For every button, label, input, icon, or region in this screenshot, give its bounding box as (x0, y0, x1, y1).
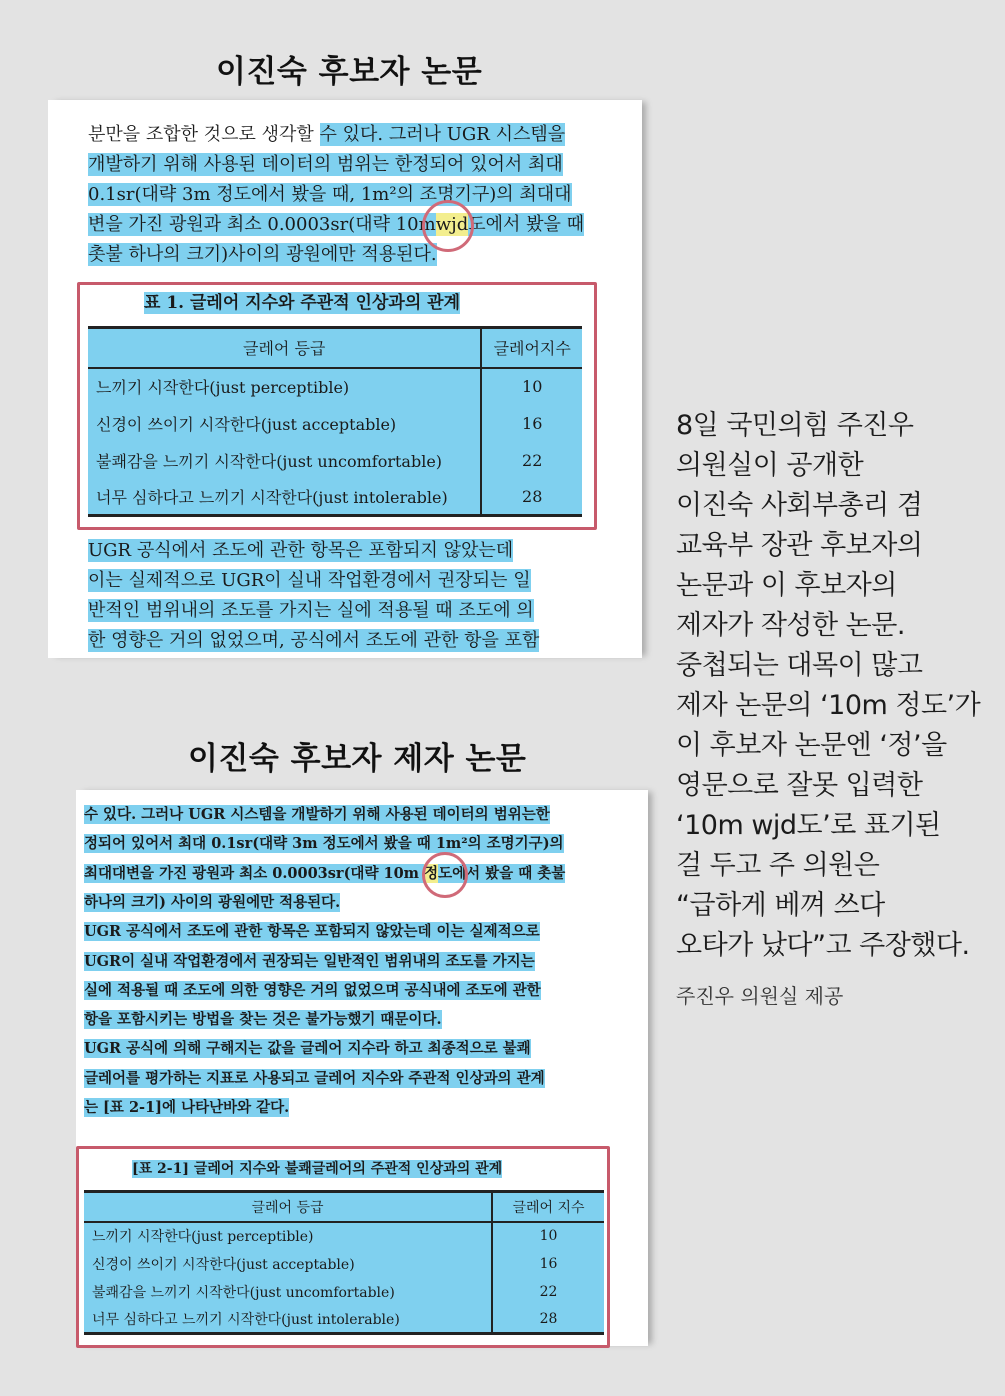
glare-index-cell: 28 (481, 479, 582, 516)
paper-text-segment: 변을 가진 광원과 최소 0.0003sr(대략 10m (88, 214, 436, 235)
paper-text-segment: 한 영향은 거의 없었으며, 공식에서 조도에 관한 항을 포함 (88, 630, 540, 651)
caption-line: “급하게 베껴 쓰다 (676, 890, 885, 921)
paper-text-segment: 최대대변을 가진 광원과 최소 0.0003sr(대략 10m (84, 864, 425, 882)
paper-text-line (84, 864, 566, 882)
paper-text-line (84, 1042, 531, 1057)
paper-text-line (88, 186, 572, 204)
glare-level-cell: 신경이 쓰이기 시작한다(just acceptable) (92, 1256, 355, 1273)
caption-line: 영문으로 잘못 입력한 (676, 770, 923, 801)
paper-text-line (88, 542, 513, 560)
paper-text-line (88, 216, 584, 234)
caption-line: 이 후보자 논문엔 ‘정’을 (676, 730, 947, 761)
typo-circle (422, 852, 468, 898)
table-row (88, 368, 582, 405)
paper-text-line (88, 632, 539, 650)
paper-text-segment: 수 있다. 그러나 UGR 시스템을 (319, 124, 566, 145)
glare-index-cell: 22 (481, 442, 582, 479)
paper-text-line (84, 1013, 442, 1028)
caption-line: 의원실이 공개한 (676, 450, 864, 481)
table-header-cell: 글레어 등급 (84, 1192, 492, 1222)
paper-text-line (84, 1101, 289, 1116)
glare-level-cell: 신경이 쓰이기 시작한다(just acceptable) (96, 414, 397, 434)
paper-text-segment: 분만을 조합한 것으로 생각할 (88, 124, 320, 145)
paper-text-line (88, 602, 534, 620)
caption-line: 이진숙 사회부총리 겸 (676, 490, 923, 521)
bottom-paper-title: 이진숙 후보자 제자 논문 (188, 741, 527, 777)
paper-text-segment: 도에서 봤을 때 촛불 (438, 864, 566, 882)
paper-text-segment: UGR 공식에 의해 구해지는 값을 글레어 지수라 하고 최종적으로 불쾌 (84, 1040, 531, 1058)
paper-text-line (88, 572, 531, 590)
paper-text-line (84, 952, 535, 970)
table-header-row (88, 328, 582, 368)
caption-line: 제자가 작성한 논문. (676, 610, 905, 641)
table-header-cell: 글레어지수 (481, 328, 582, 368)
glare-level-cell: 느끼기 시작한다(just perceptible) (92, 1229, 314, 1245)
paper-text-segment: 0.1sr(대략 3m 정도에서 봤을 때, 1m²의 조명기구)의 최대대 (88, 184, 572, 205)
typo-circle (422, 200, 474, 252)
paper-text-segment: 이는 실제적으로 UGR이 실내 작업환경에서 권장되는 일 (88, 570, 531, 591)
paper-text-segment: 는 [표 2-1]에 나타난바와 같다. (84, 1099, 290, 1116)
paper-text-line (84, 893, 341, 911)
glare-index-cell: 22 (492, 1278, 604, 1306)
paper-text-line (84, 925, 540, 940)
table-row (88, 479, 582, 516)
paper-text-line (88, 156, 563, 174)
paper-text-line (84, 1069, 545, 1087)
table-row (88, 442, 582, 479)
caption-line: 8일 국민의힘 주진우 (676, 410, 914, 441)
paper-text-segment: 하나의 크기) 사이의 광원에만 적용된다. (84, 893, 341, 911)
table-title: 표 1. 글레어 지수와 주관적 인상과의 관계 (144, 293, 461, 313)
table-header-cell: 글레어 지수 (492, 1192, 604, 1222)
table-row (88, 405, 582, 442)
table-row (84, 1278, 604, 1306)
typo-text: wjd (435, 214, 469, 235)
paper-text-segment: 실에 적용될 때 조도에 의한 영향은 거의 없었으며 공식내에 조도에 관한 (84, 981, 541, 999)
paper-text-segment: 촛불 하나의 크기)사이의 광원에만 적용된다. (88, 244, 437, 265)
typo-text: 정 (424, 864, 439, 882)
table-title: [표 2-1] 글레어 지수와 불쾌글레어의 주관적 인상과의 관계 (132, 1161, 503, 1177)
glare-index-cell: 16 (492, 1250, 604, 1278)
caption-line: 제자 논문의 ‘10m 정도’가 (676, 690, 981, 721)
glare-level-cell: 불쾌감을 느끼기 시작한다(just uncomfortable) (96, 451, 443, 471)
paper-text-line (84, 808, 550, 823)
table-header-cell: 글레어 등급 (88, 328, 481, 368)
table-header-row (84, 1192, 604, 1222)
glare-table (84, 1190, 604, 1335)
table-row (84, 1306, 604, 1334)
photo-credit: 주진우 의원실 제공 (676, 984, 844, 1008)
glare-index-cell: 28 (492, 1306, 604, 1334)
paper-text-segment: 도에서 봤을 때 (468, 214, 584, 235)
table-row (84, 1250, 604, 1278)
paper-text-line (84, 837, 564, 852)
glare-level-cell: 느끼기 시작한다(just perceptible) (96, 378, 350, 397)
caption-line: 교육부 장관 후보자의 (676, 530, 923, 561)
paper-text-line (88, 246, 437, 264)
glare-level-cell: 너무 심하다고 느끼기 시작한다(just intolerable) (84, 1306, 492, 1334)
table-row (84, 1222, 604, 1250)
glare-table (88, 326, 582, 517)
glare-index-cell: 10 (481, 368, 582, 405)
paper-text-line (84, 981, 541, 999)
professor-paper-page (48, 100, 642, 658)
glare-index-cell: 10 (492, 1222, 604, 1250)
glare-level-cell: 불쾌감을 느끼기 시작한다(just uncomfortable) (92, 1284, 395, 1301)
caption-line: 중첩되는 대목이 많고 (676, 650, 923, 681)
article-caption (676, 406, 980, 966)
glare-level-cell: 너무 심하다고 느끼기 시작한다(just intolerable) (88, 479, 481, 516)
paper-text-segment: 수 있다. 그러나 UGR 시스템을 개발하기 위해 사용된 데이터의 범위는한 (84, 806, 550, 823)
paper-text-segment: 글레어를 평가하는 지표로 사용되고 글레어 지수와 주관적 인상과의 관계 (84, 1069, 545, 1087)
paper-text-segment: UGR 공식에서 조도에 관한 항목은 포함되지 않았는데 (88, 540, 514, 561)
top-paper-title: 이진숙 후보자 논문 (216, 54, 483, 90)
paper-text-segment: UGR이 실내 작업환경에서 권장되는 일반적인 범위내의 조도를 가지는 (84, 952, 535, 970)
caption-line: 논문과 이 후보자의 (676, 570, 897, 601)
student-paper-page (76, 790, 648, 1346)
glare-index-cell: 16 (481, 405, 582, 442)
caption-line: 오타가 났다”고 주장했다. (676, 930, 970, 961)
paper-text-line (88, 126, 565, 144)
paper-text-segment: 정되어 있어서 최대 0.1sr(대략 3m 정도에서 봤을 때 1m²의 조명기구)의 (84, 835, 564, 853)
caption-line: 걸 두고 주 의원은 (676, 850, 880, 881)
paper-text-segment: UGR 공식에서 조도에 관한 항목은 포함되지 않았는데 이는 실제적으로 (84, 923, 540, 941)
paper-text-segment: 반적인 범위내의 조도를 가지는 실에 적용될 때 조도에 의 (88, 600, 534, 621)
paper-text-segment: 개발하기 위해 사용된 데이터의 범위는 한정되어 있어서 최대 (88, 154, 563, 175)
paper-text-segment: 항을 포함시키는 방법을 찾는 것은 불가능했기 때문이다. (84, 1011, 442, 1029)
caption-line: ‘10m wjd도’로 표기된 (676, 810, 941, 841)
